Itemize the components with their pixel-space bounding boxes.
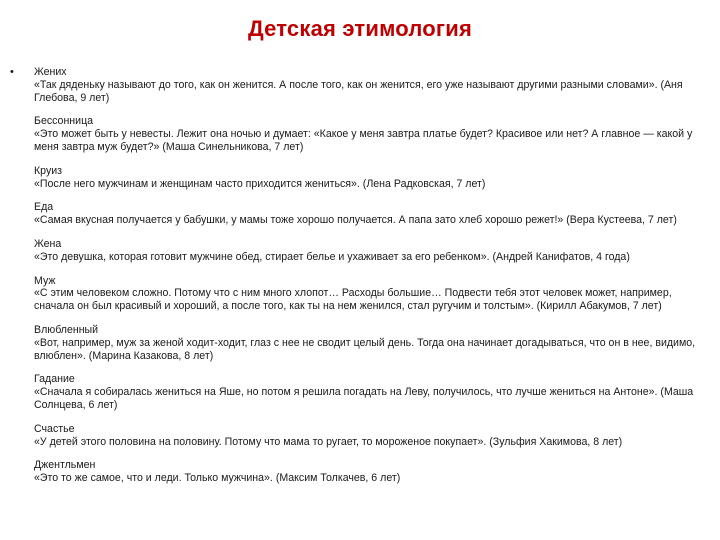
entry-quote: «С этим человеком сложно. Потому что с ним много хлопот… Расходы большие… Подвести тебя этот человек может, например, сначала он был красивый и хороший, а после того, как ты на нем женился, стал ругучим и толстым». (Кирилл Абакумов, 7 лет) — [34, 287, 672, 313]
entry-quote: «Сначала я собиралась жениться на Яше, но потом я решила погадать на Леву, получилось, что лучше жениться на Антоне». (Маша Солнцева, 6 лет) — [34, 386, 694, 411]
entry-word: Жених — [34, 66, 67, 78]
entry-quote: «У детей этого половина на половину. Потому что мама то ругает, то мороженое покупает». (Зульфия Хакимова, 8 лет) — [34, 435, 623, 448]
entry-quote: «Это может быть у невесты. Лежит она ночью и думает: «Какое у меня завтра платье будет? Красивое или нет? А главное — какой у меня завтра муж будет?» (Маша Синельникова, 7 лет) — [34, 128, 693, 153]
entry-list — [34, 66, 696, 496]
entry — [34, 423, 696, 449]
entry — [34, 275, 696, 313]
entry-word: Еда — [34, 201, 54, 214]
entry-quote: «Вот, например, муж за женой ходит-ходит, глаз с нее не сводит целый день. Тогда она начинает догадываться, что он в нее, видимо, влюблен». (Марина Казакова, 8 лет) — [34, 336, 696, 362]
slide-title: Детская этимология — [247, 16, 473, 41]
entry-word: Муж — [34, 274, 56, 287]
entry-word: Счастье — [34, 422, 75, 435]
entry-word: Гадание — [34, 373, 75, 386]
entry-word: Круиз — [34, 164, 63, 177]
entry-word: Влюбленный — [34, 323, 99, 336]
entry — [34, 459, 696, 485]
entry — [34, 165, 696, 191]
bullet-marker: • — [10, 66, 14, 78]
entry-quote: «Самая вкусная получается у бабушки, у мамы тоже хорошо получается. А папа зато хлеб хорошо режет!» (Вера Кустеева, 7 лет) — [34, 214, 677, 227]
entry-word: Жена — [34, 237, 62, 250]
entry — [34, 115, 696, 153]
entry-quote: «Это то же самое, что и леди. Только мужчина». (Максим Толкачев, 6 лет) — [34, 472, 401, 485]
entry-word: Джентльмен — [34, 459, 96, 472]
entry — [34, 238, 696, 264]
entry-quote: «Это девушка, которая готовит мужчине обед, стирает белье и ухаживает за его ребенком». (Андрей Канифатов, 4 года) — [34, 250, 630, 263]
entry-quote: «Так дяденьку называют до того, как он женится. А после того, как он женится, его уже называют другими разными словами». (Аня Глебова, 9 лет) — [34, 78, 683, 104]
entry-word: Бессонница — [34, 115, 94, 128]
entry — [34, 373, 696, 411]
entry — [34, 201, 696, 227]
entry-quote: «После него мужчинам и женщинам часто приходится жениться». (Лена Радковская, 7 лет) — [34, 177, 486, 190]
entry — [34, 66, 696, 104]
entry — [34, 324, 696, 362]
